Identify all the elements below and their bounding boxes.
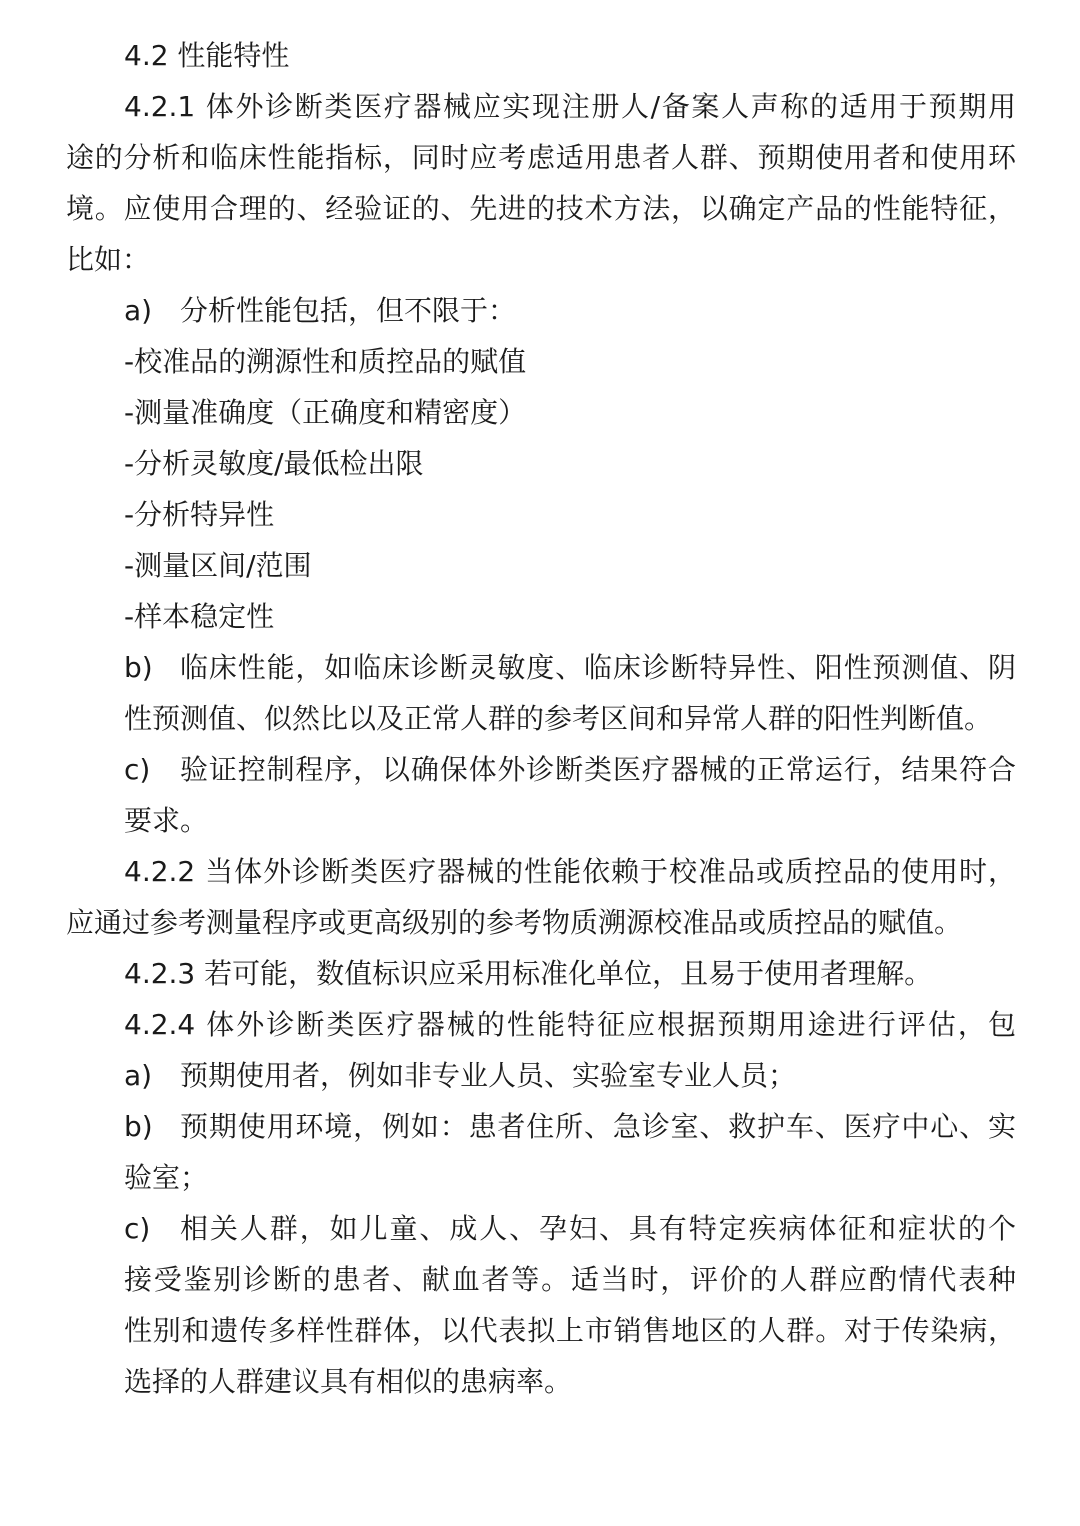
list-marker: c) <box>124 1212 151 1245</box>
list-item-text: 分析性能包括，但不限于： <box>180 294 517 327</box>
list-item-text: 临床性能，如临床诊断灵敏度、临床诊断特异性、阳性预测值、阴 <box>180 651 1016 684</box>
paragraph-422-line: 应通过参考测量程序或更高级别的参考物质溯源校准品或质控品的赋值。 <box>66 906 963 939</box>
list-item-text: 相关人群，如儿童、成人、孕妇、具有特定疾病体征和症状的个 <box>180 1212 1016 1245</box>
list-marker: b) <box>124 651 153 684</box>
dash-item: -测量准确度（正确度和精密度） <box>124 396 527 429</box>
dash-item: -测量区间/范围 <box>124 549 312 582</box>
list-item-text: 性预测值、似然比以及正常人群的参考区间和异常人群的阳性判断值。 <box>124 702 993 735</box>
dash-item: -分析特异性 <box>124 498 275 531</box>
list-item-text: 选择的人群建议具有相似的患病率。 <box>124 1365 573 1398</box>
section-heading: 4.2 性能特性 <box>124 39 290 72</box>
paragraph-421-line: 4.2.1 体外诊断类医疗器械应实现注册人/备案人声称的适用于预期用 <box>124 90 1016 123</box>
dash-item: -分析灵敏度/最低检出限 <box>124 447 424 480</box>
dash-item: -样本稳定性 <box>124 600 275 633</box>
list-item-text: 验证控制程序，以确保体外诊断类医疗器械的正常运行，结果符合 <box>180 753 1016 786</box>
list-item-text: 预期使用者，例如非专业人员、实验室专业人员； <box>180 1059 797 1092</box>
paragraph-421-line: 途的分析和临床性能指标，同时应考虑适用患者人群、预期使用者和使用环 <box>66 141 1016 174</box>
paragraph-421-line: 境。应使用合理的、经验证的、先进的技术方法，以确定产品的性能特征， <box>66 192 1016 225</box>
list-item-text: 要求。 <box>124 804 209 837</box>
paragraph-422-line: 4.2.2 当体外诊断类医疗器械的性能依赖于校准品或质控品的使用时， <box>124 855 1016 888</box>
list-marker: b) <box>124 1110 153 1143</box>
list-item-text: 验室； <box>124 1161 209 1194</box>
paragraph-421-line: 比如： <box>66 243 151 276</box>
list-marker: c) <box>124 753 151 786</box>
paragraph-424: 4.2.4 体外诊断类医疗器械的性能特征应根据预期用途进行评估，包 <box>124 1008 1016 1041</box>
list-marker: a) <box>124 294 153 327</box>
dash-item: -校准品的溯源性和质控品的赋值 <box>124 345 527 378</box>
list-marker: a) <box>124 1059 153 1092</box>
list-item-text: 接受鉴别诊断的患者、献血者等。适当时，评价的人群应酌情代表种 <box>124 1263 1016 1296</box>
list-item-text: 性别和遗传多样性群体，以代表拟上市销售地区的人群。对于传染病， <box>124 1314 1016 1347</box>
list-item-text: 预期使用环境，例如：患者住所、急诊室、救护车、医疗中心、实 <box>180 1110 1016 1143</box>
paragraph-423: 4.2.3 若可能，数值标识应采用标准化单位，且易于使用者理解。 <box>124 957 933 990</box>
